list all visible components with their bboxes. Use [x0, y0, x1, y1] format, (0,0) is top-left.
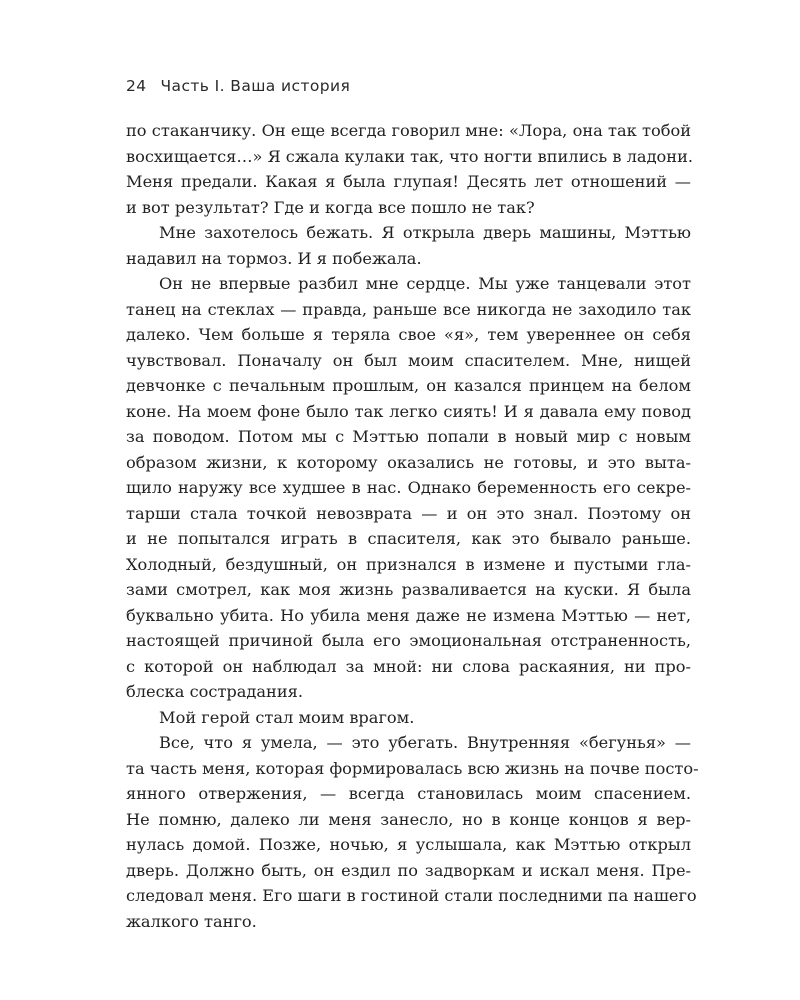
text-line: буквально убита. Но убила меня даже не измена Мэттью — нет, — [126, 605, 691, 625]
text-line: коне. На моем фоне было так легко сиять! И я давала ему повод — [126, 401, 691, 421]
text-line: тарши стала точкой невозврата — и он это знал. Поэтому он — [126, 503, 691, 523]
text-line: зами смотрел, как моя жизнь разваливается на куски. Я была — [126, 580, 691, 599]
text-line: дверь. Должно быть, он ездил по задворкам и искал меня. Пре- — [126, 860, 691, 880]
text-line: щило наружу все худшее в нас. Однако беременность его секре- — [126, 478, 691, 497]
text-line: далеко. Чем больше я теряла свое «я», тем увереннее он себя — [126, 325, 691, 344]
text-line: та часть меня, которая формировалась всю жизнь на почве посто- — [126, 758, 699, 778]
text-line: Он не впервые разбил мне сердце. Мы уже танцевали этот — [159, 274, 691, 293]
text-line: девчонке с печальным прошлым, он казался принцем на белом — [126, 376, 691, 395]
text-line: с которой он наблюдал за мной: ни слова раскаяния, ни про- — [126, 656, 691, 676]
text-line: и не попытался играть в спасителя, как это бывало раньше. — [126, 529, 691, 548]
text-line: жалкого танго. — [126, 911, 257, 931]
text-line: янного отвержения, — всегда становилась моим спасением. — [126, 784, 691, 803]
text-line: Меня предали. Какая я была глупая! Десять лет отношений — — [126, 172, 691, 191]
page-number: 24 — [126, 77, 147, 95]
text-line: образом жизни, к которому оказались не готовы, и это выта- — [126, 452, 691, 472]
text-line: нулась домой. Позже, ночью, я услышала, как Мэттью открыл — [126, 835, 691, 854]
text-line: Мой герой стал моим врагом. — [159, 707, 415, 727]
text-line: по стаканчику. Он еще всегда говорил мне: «Лора, она так тобой — [126, 121, 691, 140]
text-line: Холодный, бездушный, он признался в измене и пустыми гла- — [126, 554, 691, 574]
text-line: и вот результат? Где и когда все пошло не так? — [126, 197, 535, 217]
body-text — [126, 118, 699, 934]
text-line: следовал меня. Его шаги в гостиной стали последними па нашего — [126, 886, 697, 905]
text-line: блеска сострадания. — [126, 682, 303, 701]
text-line: восхищается…» Я сжала кулаки так, что ногти впились в ладони. — [126, 146, 694, 166]
text-line: надавил на тормоз. И я побежала. — [126, 248, 422, 268]
text-line: Не помню, далеко ли меня занесло, но в конце концов я вер- — [126, 809, 691, 829]
text-line: танец на стеклах — правда, раньше все никогда не заходило так — [126, 299, 691, 319]
section-title: Часть I. Ваша история — [160, 77, 351, 95]
running-header — [126, 77, 350, 95]
text-line: Мне захотелось бежать. Я открыла дверь машины, Мэттью — [159, 223, 691, 242]
text-line: Все, что я умела, — это убегать. Внутренняя «бегунья» — — [159, 733, 691, 752]
text-line: настоящей причиной была его эмоциональная отстраненность, — [126, 631, 691, 650]
text-line: за поводом. Потом мы с Мэттью попали в новый мир с новым — [126, 427, 691, 446]
text-line: чувствовал. Поначалу он был моим спасителем. Мне, нищей — [126, 350, 691, 370]
